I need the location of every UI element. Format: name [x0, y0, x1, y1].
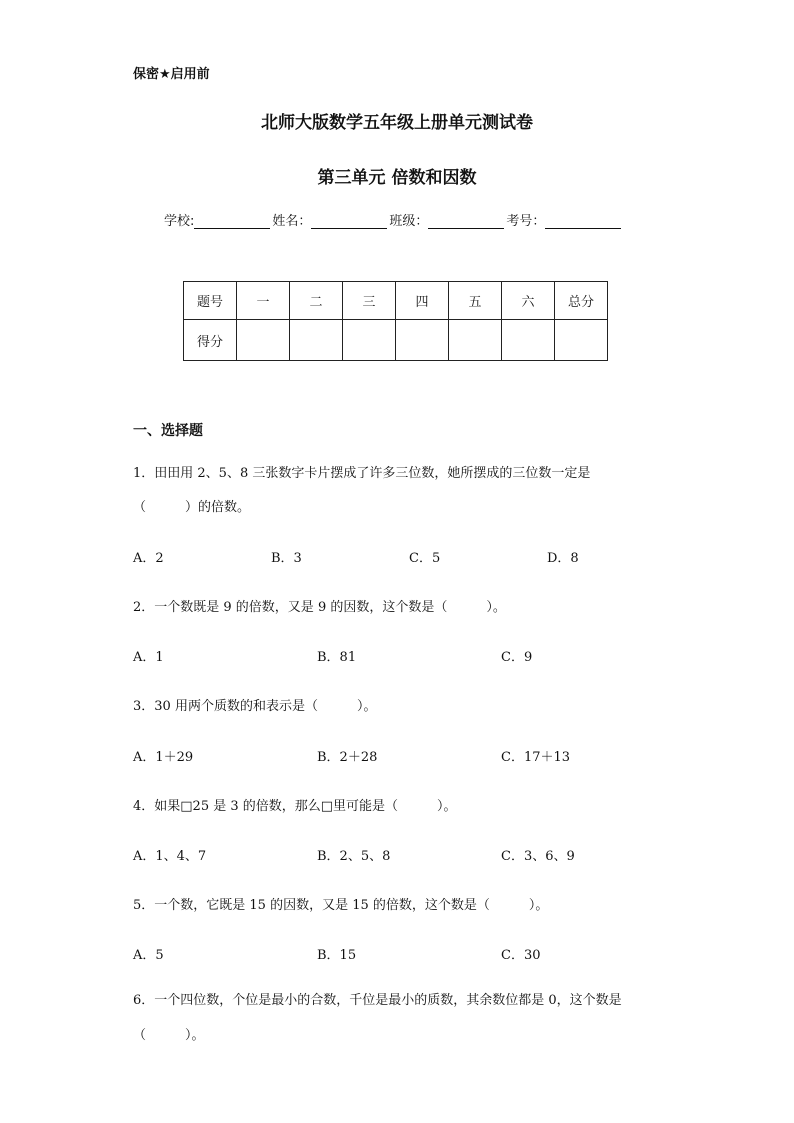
exam-no-blank[interactable]: [545, 214, 621, 229]
school-label: 学校:: [164, 214, 195, 229]
name-blank[interactable]: [311, 214, 387, 229]
header-cell: 六: [502, 282, 555, 320]
header-cell: 五: [449, 282, 502, 320]
exam-title: 北师大版数学五年级上册单元测试卷: [261, 113, 533, 133]
school-blank[interactable]: [194, 214, 270, 229]
option-a[interactable]: A．1、4、7: [133, 849, 207, 864]
score-cell[interactable]: [396, 320, 449, 361]
option-d[interactable]: D．8: [547, 551, 579, 566]
option-b[interactable]: B．81: [317, 650, 357, 665]
question-text: 2．一个数既是 9 的倍数，又是 9 的因数，这个数是（ ）。: [133, 600, 506, 615]
header-cell: 总分: [555, 282, 608, 320]
score-table-score-row: [184, 320, 608, 361]
header-cell: 四: [396, 282, 449, 320]
question-text: 4．如果□25 是 3 的倍数，那么□里可能是（ ）。: [133, 799, 457, 814]
option-a[interactable]: A．1: [133, 650, 164, 665]
score-cell[interactable]: [237, 320, 290, 361]
score-cell[interactable]: [290, 320, 343, 361]
class-blank[interactable]: [428, 214, 504, 229]
header-cell: 三: [343, 282, 396, 320]
score-table-header-row: [184, 282, 608, 320]
option-a[interactable]: A．1＋29: [133, 750, 194, 765]
header-cell: 题号: [184, 282, 237, 320]
question-text: 5．一个数，它既是 15 的因数，又是 15 的倍数，这个数是（ ）。: [133, 898, 549, 913]
confidential-label: 保密★启用前: [133, 67, 210, 82]
option-c[interactable]: C．3、6、9: [501, 849, 575, 864]
option-a[interactable]: A．2: [133, 551, 164, 566]
option-b[interactable]: B．2＋28: [317, 750, 378, 765]
question-text: 3．30 用两个质数的和表示是（ ）。: [133, 699, 377, 714]
score-cell[interactable]: [343, 320, 396, 361]
option-c[interactable]: C．9: [501, 650, 533, 665]
header-cell: 一: [237, 282, 290, 320]
option-c[interactable]: C．5: [409, 551, 441, 566]
option-a[interactable]: A．5: [133, 948, 164, 963]
score-cell[interactable]: [449, 320, 502, 361]
question-text: 6．一个四位数，个位是最小的合数，千位是最小的质数，其余数位都是 0，这个数是: [133, 993, 622, 1008]
score-cell[interactable]: [555, 320, 608, 361]
unit-subtitle: 第三单元 倍数和因数: [317, 168, 477, 188]
option-b[interactable]: B．15: [317, 948, 357, 963]
score-table: [183, 281, 608, 361]
question-text: 1．田田用 2、5、8 三张数字卡片摆成了许多三位数，她所摆成的三位数一定是: [133, 466, 591, 481]
exam-no-label: 考号：: [506, 214, 546, 229]
class-label: 班级：: [389, 214, 429, 229]
question-text: （ ）的倍数。: [133, 500, 251, 515]
question-text: （ ）。: [133, 1028, 205, 1043]
score-cell[interactable]: [502, 320, 555, 361]
option-b[interactable]: B．2、5、8: [317, 849, 391, 864]
option-c[interactable]: C．17＋13: [501, 750, 571, 765]
score-row-label: 得分: [184, 320, 237, 361]
option-b[interactable]: B．3: [271, 551, 302, 566]
option-c[interactable]: C．30: [501, 948, 541, 963]
section-title: 一、选择题: [133, 423, 203, 439]
name-label: 姓名：: [272, 214, 312, 229]
header-cell: 二: [290, 282, 343, 320]
student-info-row: [164, 210, 623, 229]
